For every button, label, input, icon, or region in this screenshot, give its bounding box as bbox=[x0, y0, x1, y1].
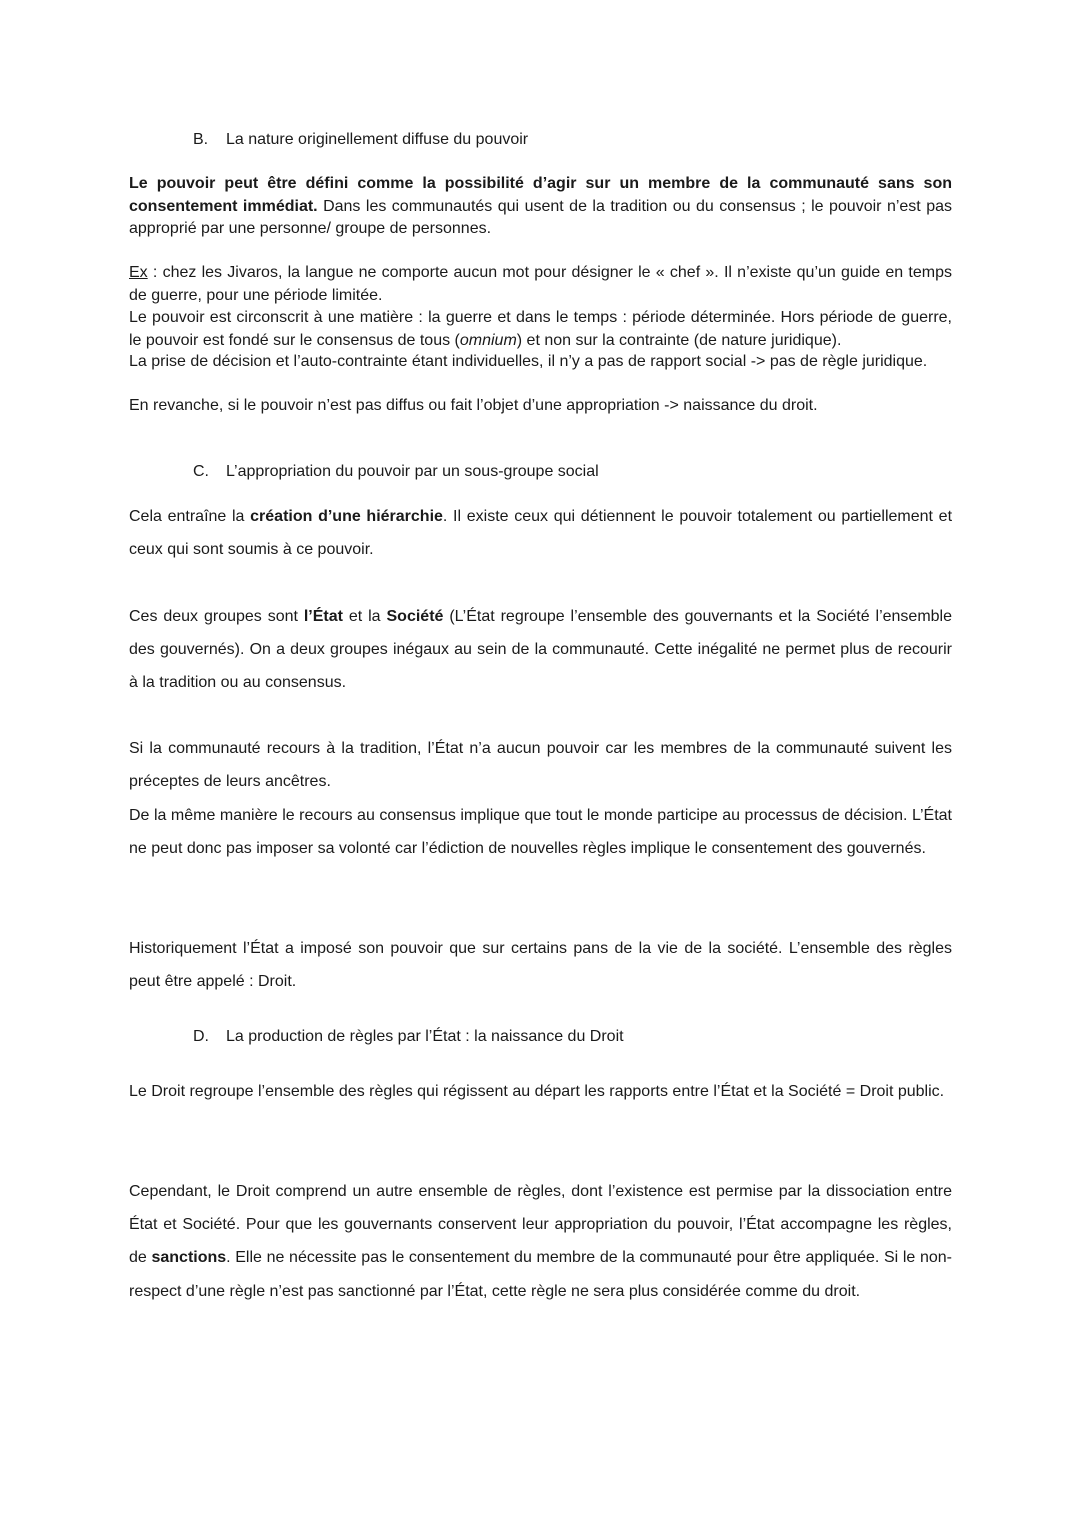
section-b-paragraph-1 bbox=[129, 173, 952, 241]
power-definition: Le pouvoir peut être défini comme la possibilité d’agir sur un membre de la communauté sans son consentement immédiat. bbox=[129, 175, 952, 215]
section-c-paragraph-3: Si la communauté recours à la tradition, l’État n’a aucun pouvoir car les membres de la communauté suivent les préceptes de leurs ancêtres. bbox=[129, 740, 952, 791]
section-b-paragraph-3: La prise de décision et l’auto-contrainte étant individuelles, il n’y a pas de rapport social -> pas de règle juridique. bbox=[129, 353, 928, 370]
section-b-paragraph-4: En revanche, si le pouvoir n’est pas diffus ou fait l’objet d’une appropriation -> naissance du droit. bbox=[129, 397, 818, 414]
paragraph-text: Le pouvoir est circonscrit à une matière : la guerre et dans le temps : période déterminée. Hors période de guerre, le pouvoir est fondé sur le consensus de tous ( bbox=[129, 309, 952, 349]
section-c-heading bbox=[193, 461, 599, 483]
paragraph-text: Dans les communautés qui usent de la tradition ou du consensus ; le pouvoir n’est pas approprié par une personne/ groupe de personnes. bbox=[129, 197, 953, 237]
section-b-letter: B. bbox=[193, 131, 209, 148]
section-d-title: La production de règles par l’État : la naissance du Droit bbox=[226, 1028, 624, 1045]
etat-term: l’État bbox=[303, 608, 343, 625]
paragraph-text: Cependant, le Droit comprend un autre ensemble de règles, dont l’existence est permise par la dissociation entre État et Société. Pour que les gouvernants conservent leur appropriation du pouvoir, l’État accompagne les règles, de bbox=[129, 1183, 952, 1267]
section-b-example bbox=[129, 262, 952, 307]
hierarchy-term: création d’une hiérarchie bbox=[250, 508, 443, 525]
paragraph-text: Cela entraîne la bbox=[129, 508, 251, 525]
section-c-paragraph-2 bbox=[129, 600, 952, 700]
omnium-term: omnium bbox=[459, 331, 517, 349]
sanctions-term: sanctions bbox=[151, 1249, 227, 1267]
societe-term: Société bbox=[386, 608, 444, 625]
section-c-paragraph-1 bbox=[129, 500, 952, 566]
example-label: Ex bbox=[129, 264, 148, 281]
section-d-heading bbox=[193, 1026, 624, 1048]
section-b-paragraph-2 bbox=[129, 307, 952, 352]
section-d-paragraph-2 bbox=[129, 1175, 952, 1308]
paragraph-text: . Il existe ceux qui détiennent le pouvoir totalement ou partiellement et ceux qui sont soumis à ce pouvoir. bbox=[129, 508, 953, 559]
paragraph-text: et la bbox=[342, 608, 387, 625]
paragraph-text: Ces deux groupes sont bbox=[129, 608, 304, 625]
section-c-title: L’appropriation du pouvoir par un sous-groupe social bbox=[226, 463, 599, 480]
section-c-paragraph-4: De la même manière le recours au consensus implique que tout le monde participe au processus de décision. L’État ne peut donc pas imposer sa volonté car l’édiction de nouvelles règles implique le consentement des gouvernés. bbox=[129, 807, 952, 858]
paragraph-text: . Elle ne nécessite pas le consentement du membre de la communauté pour être appliquée. Si le non-respect d’une règle n’est pas sanctionné par l’État, cette règle ne sera plus considérée comme du droit. bbox=[129, 1249, 953, 1300]
example-text: : chez les Jivaros, la langue ne comporte aucun mot pour désigner le « chef ». Il n’existe qu’un guide en temps de guerre, pour une période limitée. bbox=[129, 264, 952, 304]
paragraph-text: (L’État regroupe l’ensemble des gouvernants et la Société l’ensemble des gouvernés). On a deux groupes inégaux au sein de la communauté. Cette inégalité ne permet plus de recourir à la tradition ou au consensus. bbox=[129, 608, 952, 692]
section-c-letter: C. bbox=[193, 463, 209, 480]
paragraph-text: ) et non sur la contrainte (de nature juridique). bbox=[516, 331, 842, 349]
section-c-paragraph-5: Historiquement l’État a imposé son pouvoir que sur certains pans de la vie de la société. L’ensemble des règles peut être appelé : Droit. bbox=[129, 940, 952, 991]
section-b-heading bbox=[193, 129, 528, 151]
section-d-paragraph-1: Le Droit regroupe l’ensemble des règles qui régissent au départ les rapports entre l’État et la Société = Droit public. bbox=[129, 1083, 945, 1100]
section-d-letter: D. bbox=[193, 1028, 209, 1045]
section-b-title: La nature originellement diffuse du pouvoir bbox=[226, 131, 529, 148]
